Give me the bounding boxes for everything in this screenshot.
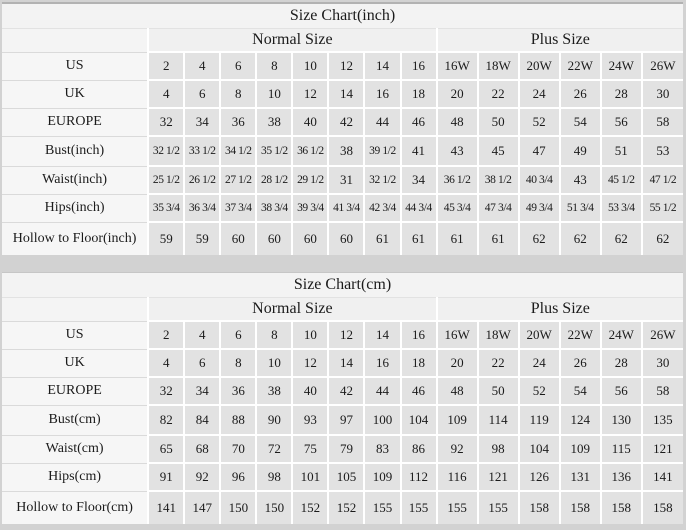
size-cell: 35 1/2	[256, 136, 292, 166]
plus-size-header: Plus Size	[437, 298, 683, 322]
size-cell: 109	[560, 435, 601, 463]
table-row	[2, 349, 683, 377]
size-cell: 41	[401, 136, 437, 166]
table-row	[2, 166, 683, 194]
corner-cell	[2, 29, 148, 53]
size-cell: 45 3/4	[437, 194, 478, 222]
size-cell: 24W	[601, 52, 642, 80]
row-label: UK	[2, 80, 148, 108]
size-cell: 47 1/2	[642, 166, 683, 194]
size-cell: 14	[364, 52, 400, 80]
size-cell: 4	[148, 349, 184, 377]
table-row	[2, 52, 683, 80]
size-cell: 32	[148, 108, 184, 136]
size-cell: 82	[148, 405, 184, 435]
size-cell: 4	[184, 321, 220, 349]
title-row	[2, 3, 683, 29]
size-cell: 92	[437, 435, 478, 463]
title-row	[2, 273, 683, 298]
size-cell: 75	[292, 435, 328, 463]
row-label: Hollow to Floor(inch)	[2, 222, 148, 255]
normal-size-header: Normal Size	[148, 29, 436, 53]
size-cell: 6	[184, 80, 220, 108]
row-label: US	[2, 52, 148, 80]
size-cell: 42	[328, 377, 364, 405]
size-cell: 92	[184, 463, 220, 491]
size-cell: 8	[256, 321, 292, 349]
size-cell: 2	[148, 52, 184, 80]
size-cell: 16	[364, 349, 400, 377]
size-cell: 131	[560, 463, 601, 491]
size-cell: 10	[256, 80, 292, 108]
size-cell: 158	[642, 491, 683, 524]
size-cell: 32 1/2	[364, 166, 400, 194]
size-cell: 38	[328, 136, 364, 166]
size-cell: 158	[601, 491, 642, 524]
size-cell: 59	[184, 222, 220, 255]
size-cell: 22	[478, 349, 519, 377]
size-cell: 16	[401, 321, 437, 349]
size-cell: 26W	[642, 52, 683, 80]
size-cell: 62	[601, 222, 642, 255]
size-cell: 28	[601, 80, 642, 108]
size-cell: 62	[642, 222, 683, 255]
size-cell: 12	[328, 321, 364, 349]
size-cell: 6	[220, 321, 256, 349]
size-cell: 70	[220, 435, 256, 463]
size-cell: 115	[601, 435, 642, 463]
row-label: Waist(cm)	[2, 435, 148, 463]
size-cell: 86	[401, 435, 437, 463]
size-cell: 20	[437, 80, 478, 108]
size-cell: 36 3/4	[184, 194, 220, 222]
size-cell: 60	[328, 222, 364, 255]
size-cell: 30	[642, 80, 683, 108]
size-cell: 47 3/4	[478, 194, 519, 222]
table-row	[2, 463, 683, 491]
size-cell: 60	[220, 222, 256, 255]
size-cell: 93	[292, 405, 328, 435]
row-label: Hollow to Floor(cm)	[2, 491, 148, 524]
size-cell: 61	[478, 222, 519, 255]
size-cell: 119	[519, 405, 560, 435]
size-cell: 84	[184, 405, 220, 435]
row-label: Bust(inch)	[2, 136, 148, 166]
table-row	[2, 222, 683, 255]
size-cell: 54	[560, 377, 601, 405]
size-cell: 16	[401, 52, 437, 80]
size-cell: 46	[401, 108, 437, 136]
size-cell: 40	[292, 108, 328, 136]
table-row	[2, 136, 683, 166]
size-cell: 12	[328, 52, 364, 80]
row-label: Waist(inch)	[2, 166, 148, 194]
size-cell: 152	[292, 491, 328, 524]
size-cell: 52	[519, 377, 560, 405]
size-cell: 32	[148, 377, 184, 405]
size-cell: 98	[256, 463, 292, 491]
size-cell: 155	[478, 491, 519, 524]
row-label: Bust(cm)	[2, 405, 148, 435]
size-cell: 158	[519, 491, 560, 524]
size-cell: 109	[364, 463, 400, 491]
size-cell: 8	[220, 80, 256, 108]
size-cell: 60	[292, 222, 328, 255]
size-cell: 44	[364, 108, 400, 136]
table-title: Size Chart(inch)	[2, 3, 683, 29]
size-cell: 62	[560, 222, 601, 255]
size-cell: 52	[519, 108, 560, 136]
size-cell: 26W	[642, 321, 683, 349]
size-cell: 26	[560, 80, 601, 108]
row-label: EUROPE	[2, 108, 148, 136]
size-cell: 22W	[560, 52, 601, 80]
size-cell: 39 3/4	[292, 194, 328, 222]
size-cell: 58	[642, 377, 683, 405]
size-cell: 28	[601, 349, 642, 377]
size-cell: 112	[401, 463, 437, 491]
size-cell: 36	[220, 377, 256, 405]
size-cell: 72	[256, 435, 292, 463]
size-cell: 61	[364, 222, 400, 255]
size-cell: 16W	[437, 321, 478, 349]
row-label: Hips(inch)	[2, 194, 148, 222]
size-cell: 83	[364, 435, 400, 463]
size-cell: 135	[642, 405, 683, 435]
size-cell: 114	[478, 405, 519, 435]
size-cell: 34	[401, 166, 437, 194]
size-cell: 36	[220, 108, 256, 136]
size-cell: 34 1/2	[220, 136, 256, 166]
size-cell: 124	[560, 405, 601, 435]
size-cell: 141	[642, 463, 683, 491]
table-row	[2, 108, 683, 136]
size-cell: 155	[401, 491, 437, 524]
size-cell: 25 1/2	[148, 166, 184, 194]
size-cell: 49 3/4	[519, 194, 560, 222]
size-cell: 34	[184, 108, 220, 136]
size-cell: 59	[148, 222, 184, 255]
group-header-row	[2, 29, 683, 53]
size-cell: 20W	[519, 52, 560, 80]
corner-cell	[2, 298, 148, 322]
size-cell: 56	[601, 377, 642, 405]
size-cell: 152	[328, 491, 364, 524]
size-cell: 2	[148, 321, 184, 349]
size-cell: 88	[220, 405, 256, 435]
size-cell: 136	[601, 463, 642, 491]
size-cell: 105	[328, 463, 364, 491]
table-title: Size Chart(cm)	[2, 273, 683, 298]
size-cell: 38 3/4	[256, 194, 292, 222]
size-cell: 43	[437, 136, 478, 166]
table-row	[2, 491, 683, 524]
size-cell: 150	[220, 491, 256, 524]
size-cell: 51 3/4	[560, 194, 601, 222]
size-cell: 18W	[478, 321, 519, 349]
size-chart-inch-table	[2, 2, 683, 255]
size-cell: 54	[560, 108, 601, 136]
size-cell: 22W	[560, 321, 601, 349]
normal-size-header: Normal Size	[148, 298, 436, 322]
size-cell: 33 1/2	[184, 136, 220, 166]
size-cell: 38	[256, 108, 292, 136]
row-label: US	[2, 321, 148, 349]
size-cell: 14	[328, 349, 364, 377]
size-cell: 109	[437, 405, 478, 435]
size-cell: 101	[292, 463, 328, 491]
size-cell: 60	[256, 222, 292, 255]
size-cell: 30	[642, 349, 683, 377]
size-cell: 42	[328, 108, 364, 136]
size-cell: 41 3/4	[328, 194, 364, 222]
size-cell: 32 1/2	[148, 136, 184, 166]
size-cell: 39 1/2	[364, 136, 400, 166]
size-cell: 8	[256, 52, 292, 80]
size-cell: 10	[292, 52, 328, 80]
size-cell: 12	[292, 349, 328, 377]
size-cell: 40	[292, 377, 328, 405]
table-row	[2, 321, 683, 349]
size-cell: 31	[328, 166, 364, 194]
size-cell: 28 1/2	[256, 166, 292, 194]
size-cell: 121	[642, 435, 683, 463]
size-cell: 44 3/4	[401, 194, 437, 222]
table-row	[2, 80, 683, 108]
size-cell: 4	[148, 80, 184, 108]
size-cell: 14	[364, 321, 400, 349]
size-cell: 22	[478, 80, 519, 108]
size-cell: 18W	[478, 52, 519, 80]
size-cell: 53	[642, 136, 683, 166]
group-header-row	[2, 298, 683, 322]
size-cell: 6	[184, 349, 220, 377]
size-cell: 147	[184, 491, 220, 524]
size-cell: 130	[601, 405, 642, 435]
size-cell: 37 3/4	[220, 194, 256, 222]
size-cell: 38 1/2	[478, 166, 519, 194]
size-cell: 158	[560, 491, 601, 524]
size-cell: 141	[148, 491, 184, 524]
size-cell: 90	[256, 405, 292, 435]
size-cell: 40 3/4	[519, 166, 560, 194]
size-cell: 24W	[601, 321, 642, 349]
size-cell: 36 1/2	[292, 136, 328, 166]
size-cell: 49	[560, 136, 601, 166]
size-cell: 53 3/4	[601, 194, 642, 222]
size-cell: 29 1/2	[292, 166, 328, 194]
size-cell: 55 1/2	[642, 194, 683, 222]
size-cell: 14	[328, 80, 364, 108]
row-label: Hips(cm)	[2, 463, 148, 491]
size-cell: 24	[519, 349, 560, 377]
size-cell: 4	[184, 52, 220, 80]
size-cell: 45	[478, 136, 519, 166]
size-cell: 20W	[519, 321, 560, 349]
size-cell: 98	[478, 435, 519, 463]
size-cell: 20	[437, 349, 478, 377]
plus-size-header: Plus Size	[437, 29, 683, 53]
size-cell: 50	[478, 108, 519, 136]
size-cell: 36 1/2	[437, 166, 478, 194]
row-label: UK	[2, 349, 148, 377]
size-cell: 38	[256, 377, 292, 405]
table-row	[2, 194, 683, 222]
size-cell: 48	[437, 377, 478, 405]
size-cell: 121	[478, 463, 519, 491]
size-cell: 47	[519, 136, 560, 166]
size-cell: 96	[220, 463, 256, 491]
size-cell: 56	[601, 108, 642, 136]
size-cell: 42 3/4	[364, 194, 400, 222]
table-row	[2, 435, 683, 463]
size-cell: 45 1/2	[601, 166, 642, 194]
size-cell: 10	[256, 349, 292, 377]
size-cell: 79	[328, 435, 364, 463]
size-cell: 97	[328, 405, 364, 435]
size-cell: 100	[364, 405, 400, 435]
size-cell: 61	[401, 222, 437, 255]
table-row	[2, 405, 683, 435]
size-cell: 44	[364, 377, 400, 405]
size-cell: 126	[519, 463, 560, 491]
size-cell: 16W	[437, 52, 478, 80]
size-cell: 150	[256, 491, 292, 524]
size-chart-cm-table	[2, 272, 683, 524]
size-cell: 18	[401, 80, 437, 108]
size-cell: 116	[437, 463, 478, 491]
size-cell: 48	[437, 108, 478, 136]
size-cell: 26	[560, 349, 601, 377]
size-cell: 50	[478, 377, 519, 405]
size-cell: 18	[401, 349, 437, 377]
size-cell: 62	[519, 222, 560, 255]
size-cell: 10	[292, 321, 328, 349]
table-row	[2, 377, 683, 405]
size-cell: 43	[560, 166, 601, 194]
size-cell: 46	[401, 377, 437, 405]
size-cell: 35 3/4	[148, 194, 184, 222]
size-cell: 51	[601, 136, 642, 166]
size-cell: 58	[642, 108, 683, 136]
size-cell: 26 1/2	[184, 166, 220, 194]
row-label: EUROPE	[2, 377, 148, 405]
size-cell: 61	[437, 222, 478, 255]
size-cell: 16	[364, 80, 400, 108]
size-cell: 104	[401, 405, 437, 435]
size-cell: 12	[292, 80, 328, 108]
size-cell: 6	[220, 52, 256, 80]
size-cell: 104	[519, 435, 560, 463]
size-cell: 68	[184, 435, 220, 463]
size-cell: 155	[364, 491, 400, 524]
size-cell: 24	[519, 80, 560, 108]
size-cell: 155	[437, 491, 478, 524]
size-cell: 8	[220, 349, 256, 377]
size-cell: 65	[148, 435, 184, 463]
size-cell: 34	[184, 377, 220, 405]
size-cell: 91	[148, 463, 184, 491]
size-cell: 27 1/2	[220, 166, 256, 194]
